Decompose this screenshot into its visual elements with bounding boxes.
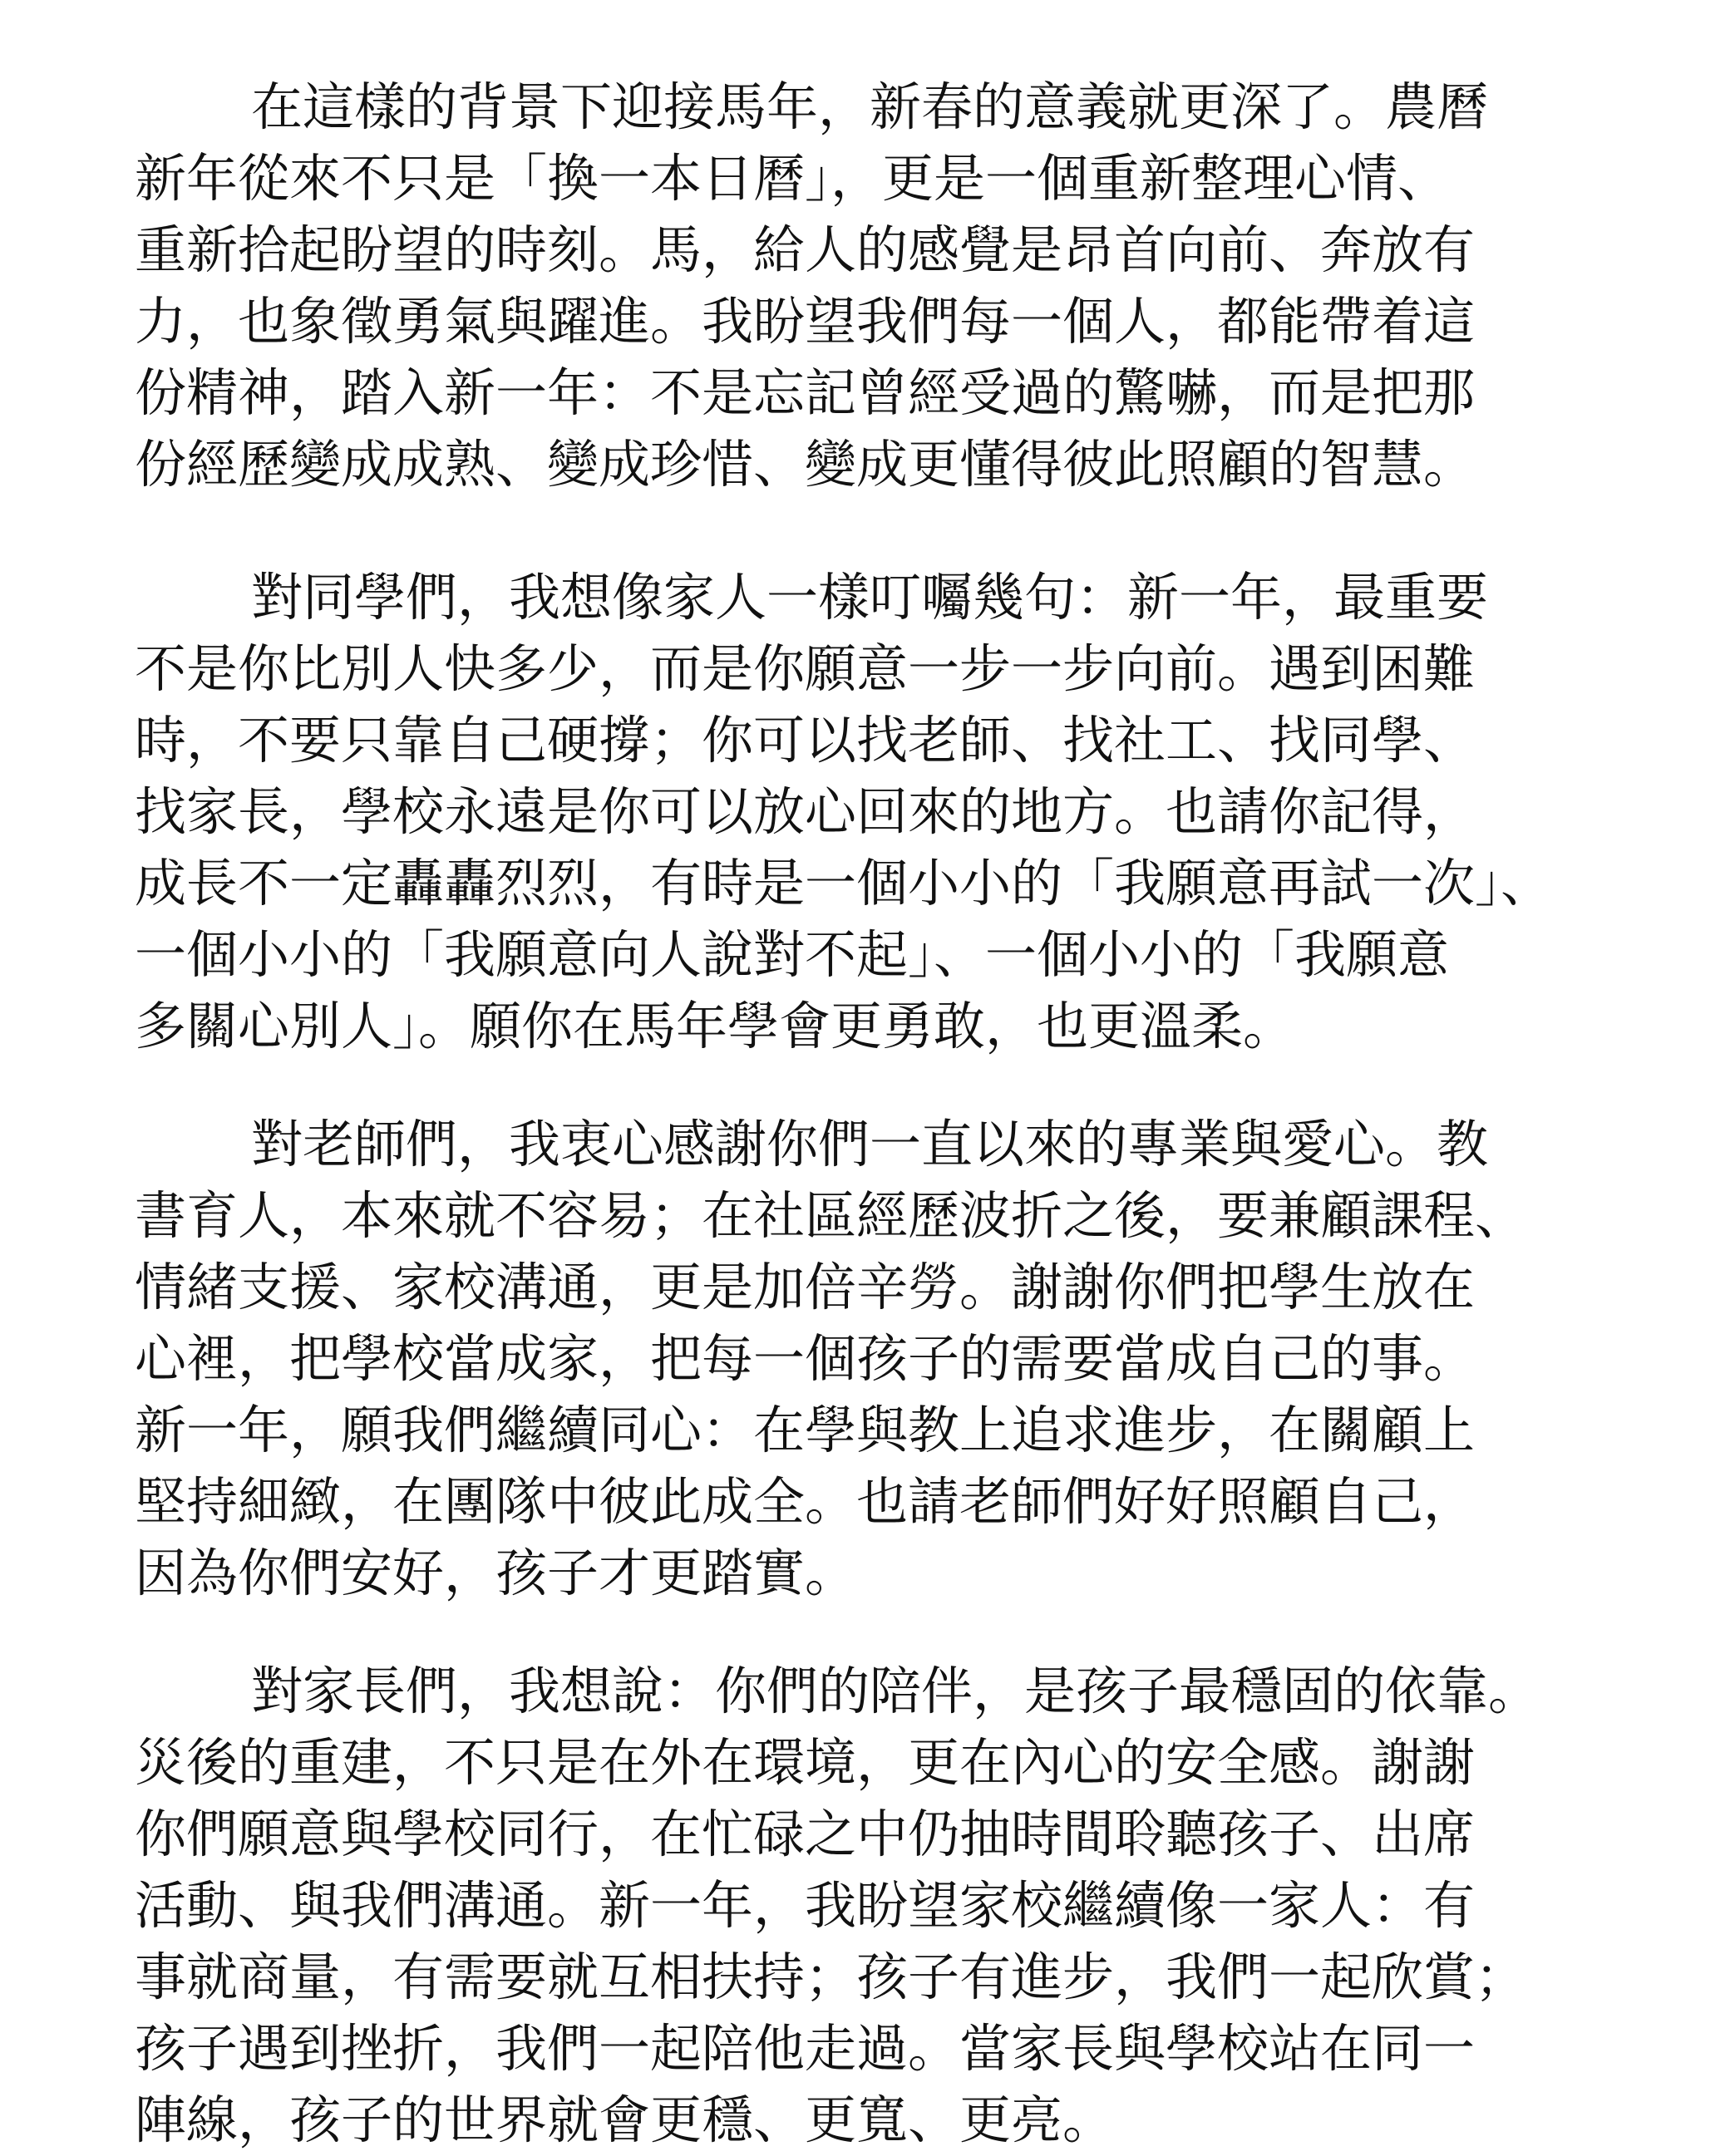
paragraph-line: 你們願意與學校同行，在忙碌之中仍抽時間聆聽孩子、出席 <box>135 1804 1476 1864</box>
paragraph-line: 在這樣的背景下迎接馬年，新春的意義就更深了。農曆 <box>251 76 1489 137</box>
paragraph-line: 對家長們，我想說：你們的陪伴，是孩子最穩固的依靠。 <box>251 1661 1540 1721</box>
paragraph-line: 對老師們，我衷心感謝你們一直以來的專業與愛心。教 <box>251 1114 1489 1174</box>
paragraph-line: 書育人，本來就不容易；在社區經歷波折之後，要兼顧課程、 <box>135 1185 1527 1246</box>
paragraph-line: 因為你們安好，孩子才更踏實。 <box>135 1543 857 1603</box>
paragraph-line: 找家長，學校永遠是你可以放心回來的地方。也請你記得， <box>135 781 1476 842</box>
paragraph-line: 事就商量，有需要就互相扶持；孩子有進步，我們一起欣賞； <box>135 1947 1527 2007</box>
paragraph-line: 情緒支援、家校溝通，更是加倍辛勞。謝謝你們把學生放在 <box>135 1257 1476 1317</box>
paragraph-line: 對同學們，我想像家人一樣叮囑幾句：新一年，最重要 <box>251 567 1489 628</box>
paragraph-line: 新一年，願我們繼續同心：在學與教上追求進步，在關顧上 <box>135 1400 1476 1460</box>
paragraph-line: 重新拾起盼望的時刻。馬，給人的感覺是昂首向前、奔放有 <box>135 219 1476 280</box>
paragraph-students <box>135 562 1598 1062</box>
paragraph-line: 陣線，孩子的世界就會更穩、更寬、更亮。 <box>135 2090 1115 2150</box>
paragraph-line: 份精神，踏入新一年：不是忘記曾經受過的驚嚇，而是把那 <box>135 362 1476 423</box>
paragraph-line: 一個小小的「我願意向人說對不起」、一個小小的「我願意 <box>135 924 1450 985</box>
paragraph-teachers <box>135 1109 1598 1609</box>
paragraph-line: 孩子遇到挫折，我們一起陪他走過。當家長與學校站在同一 <box>135 2018 1476 2079</box>
paragraph-line: 力，也象徵勇氣與躍進。我盼望我們每一個人，都能帶着這 <box>135 291 1476 352</box>
paragraph-line: 心裡，把學校當成家，把每一個孩子的需要當成自己的事。 <box>135 1328 1476 1389</box>
paragraph-line: 新年從來不只是「換一本日曆」，更是一個重新整理心情、 <box>135 148 1450 209</box>
paragraph-line: 時，不要只靠自己硬撐；你可以找老師、找社工、找同學、 <box>135 710 1476 770</box>
paragraph-line: 活動、與我們溝通。新一年，我盼望家校繼續像一家人：有 <box>135 1875 1476 1936</box>
paragraph-parents <box>135 1656 1598 2156</box>
paragraph-line: 成長不一定轟轟烈烈，有時是一個小小的「我願意再試一次」、 <box>135 853 1553 913</box>
paragraph-line: 災後的重建，不只是在外在環境，更在內心的安全感。謝謝 <box>135 1732 1476 1793</box>
paragraph-line: 不是你比別人快多少，而是你願意一步一步向前。遇到困難 <box>135 638 1476 699</box>
paragraph-horse-year <box>135 71 1598 500</box>
paragraph-line: 份經歷變成成熟、變成珍惜、變成更懂得彼此照顧的智慧。 <box>135 434 1476 495</box>
paragraph-line: 多關心別人」。願你在馬年學會更勇敢，也更溫柔。 <box>135 996 1295 1056</box>
paragraph-line: 堅持細緻，在團隊中彼此成全。也請老師們好好照顧自己， <box>135 1471 1476 1532</box>
